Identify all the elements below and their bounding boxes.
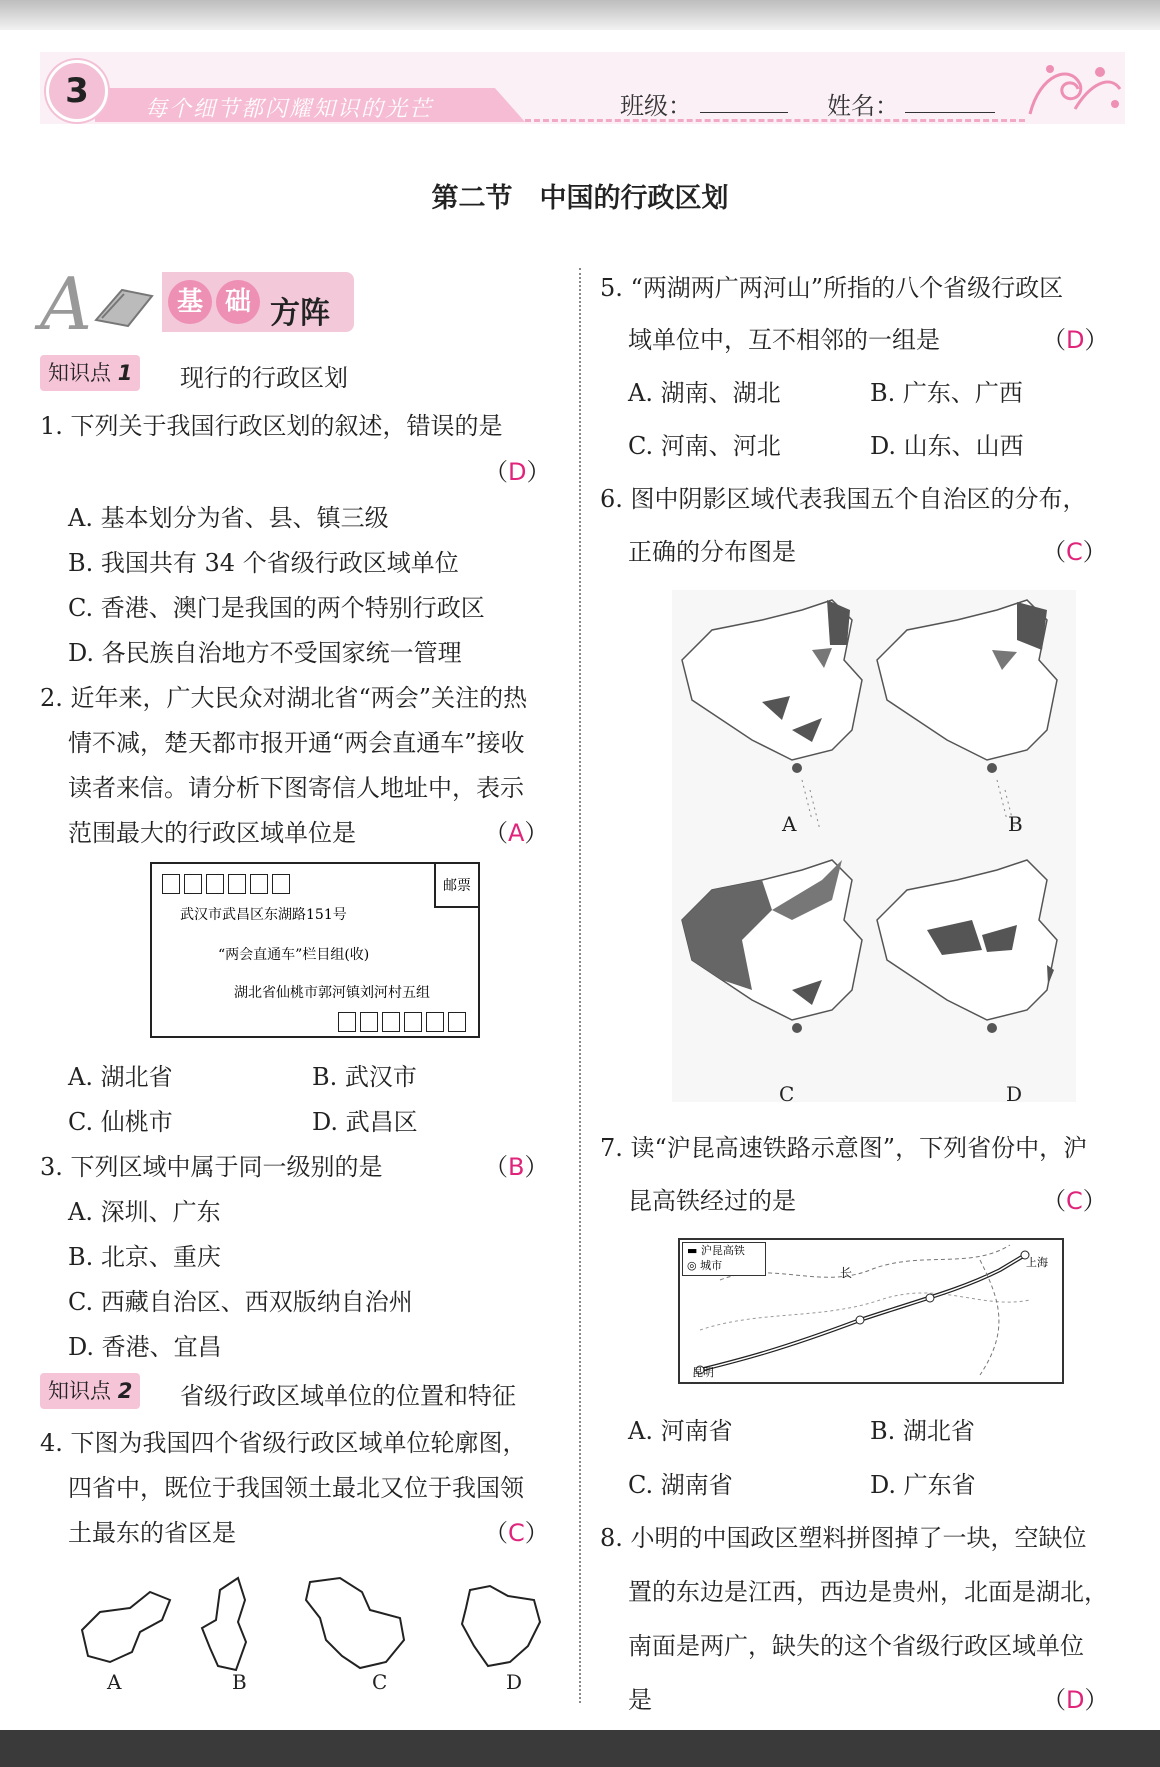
banner-chu: 础 (216, 280, 260, 324)
legend-railway-text: 沪昆高铁 (700, 1244, 745, 1257)
outline-c (306, 1578, 404, 1668)
section-title: 第二节 中国的行政区划 (431, 183, 729, 214)
q8-close: ） (1084, 1686, 1109, 1714)
q8-line2: 置的东边是江西，西边是贵州，北面是湖北， (628, 1578, 1108, 1606)
q2-line2: 情不减，楚天都市报开通“两会直通车”接收 (68, 729, 525, 757)
q1-answer: D (508, 458, 527, 486)
q2-line1: 2. 近年来，广大民众对湖北省“两会”关注的热 (40, 684, 528, 712)
q6-answer: C (1066, 538, 1083, 566)
outline-d (462, 1586, 540, 1666)
q8-line1: 8. 小明的中国政区塑料拼图掉了一块，空缺位 (600, 1524, 1087, 1552)
name-blank (905, 112, 995, 113)
q2-open: （ (484, 819, 508, 847)
china-maps-figure (672, 590, 1076, 1102)
q2-close: ） (524, 819, 549, 847)
envelope-sender-boxes (338, 1012, 470, 1036)
q1-option-d: D. 各民族自治地方不受国家统一管理 (68, 639, 462, 667)
q1-close: ） (526, 458, 551, 486)
q7-option-d: D. 广东省 (870, 1471, 976, 1499)
q4-line3: 土最东的省区是 (68, 1519, 236, 1547)
q1-option-b: B. 我国共有 34 个省级行政区域单位 (68, 549, 459, 577)
q2-answer: A (508, 819, 525, 847)
q7-close: ） (1082, 1187, 1107, 1215)
class-label: 班级： (620, 92, 692, 120)
kp1-num: 1 (117, 361, 133, 385)
envelope-figure (150, 862, 480, 1038)
banner-ji: 基 (168, 280, 212, 324)
map-b (877, 600, 1057, 830)
legend-city: ◎ 城市 (687, 1259, 723, 1272)
q2-answer-bracket (484, 813, 548, 848)
q5-line1: 5. “两湖两广两河山”所指的八个省级行政区 (600, 274, 1064, 302)
q6-line2: 正确的分布图是 (628, 538, 796, 566)
q6-answer-bracket (1042, 532, 1107, 567)
q8-line4: 是 (628, 1686, 652, 1714)
q2-option-a: A. 湖北省 (68, 1063, 173, 1091)
map-c (682, 860, 862, 1033)
book-icon (92, 280, 156, 330)
railway-legend (682, 1242, 766, 1276)
legend-railway: ▬ 沪昆高铁 (687, 1244, 745, 1257)
q7-open: （ (1042, 1187, 1066, 1215)
q7-option-c: C. 湖南省 (628, 1471, 733, 1499)
q6-line1: 6. 图中阴影区域代表我国五个自治区的分布， (600, 485, 1087, 513)
q6-close: ） (1082, 538, 1107, 566)
map-shanghai-label: 上海 (1026, 1256, 1048, 1269)
q3-close: ） (524, 1153, 549, 1181)
q2-option-b: B. 武汉市 (312, 1063, 417, 1091)
kp2-num: 2 (117, 1379, 133, 1403)
kp1-tag-text: 知识点 (48, 361, 111, 385)
map-river-label: 长 (840, 1266, 853, 1280)
q4-label-d: D (506, 1670, 523, 1694)
q7-option-b: B. 湖北省 (870, 1417, 975, 1445)
q1-option-c: C. 香港、澳门是我国的两个特别行政区 (68, 594, 485, 622)
postcode-boxes (162, 874, 294, 898)
q5-answer: D (1066, 326, 1085, 354)
province-outlines-figure (70, 1570, 560, 1700)
q5-open: （ (1042, 326, 1066, 354)
q1-open: （ (484, 458, 508, 486)
outline-a (82, 1592, 170, 1662)
q4-line2: 四省中，既位于我国领土最北又位于我国领 (68, 1474, 524, 1502)
q8-line3: 南面是两广，缺失的这个省级行政区域单位 (628, 1632, 1084, 1660)
q6-label-d: D (1006, 1082, 1023, 1106)
q3-option-a: A. 深圳、广东 (68, 1198, 221, 1226)
page-number: 3 (46, 60, 108, 122)
q5-line2: 域单位中，互不相邻的一组是 (628, 326, 940, 354)
name-label: 姓名： (827, 92, 899, 120)
q2-option-d: D. 武昌区 (312, 1108, 418, 1136)
q6-label-c: C (779, 1082, 795, 1106)
q5-close: ） (1084, 326, 1109, 354)
q7-line2: 昆高铁经过的是 (628, 1187, 796, 1215)
column-divider (579, 268, 581, 1703)
q5-option-a: A. 湖南、湖北 (628, 379, 781, 407)
kp1-tag (40, 355, 140, 391)
q6-open: （ (1042, 538, 1066, 566)
q4-line1: 4. 下图为我国四个省级行政区域单位轮廓图， (40, 1429, 527, 1457)
q7-line1: 7. 读“沪昆高速铁路示意图”，下列省份中，沪 (600, 1134, 1088, 1162)
q5-option-b: B. 广东、广西 (870, 379, 1023, 407)
kp2-tag (40, 1373, 140, 1409)
q2-line4: 范围最大的行政区域单位是 (68, 819, 356, 847)
header-dashes (525, 119, 1025, 122)
kp2-title: 省级行政区域单位的位置和特征 (180, 1382, 516, 1410)
q1-answer-bracket (484, 452, 550, 487)
class-blank (700, 112, 788, 113)
map-d (877, 860, 1057, 1033)
q4-label-a: A (107, 1670, 122, 1694)
q7-option-a: A. 河南省 (628, 1417, 733, 1445)
q2-line3: 读者来信。请分析下图寄信人地址中，表示 (68, 774, 524, 802)
q4-label-c: C (372, 1670, 388, 1694)
flourish-icon (1020, 54, 1125, 124)
envelope-line2: “两会直通车”栏目组(收) (218, 947, 370, 963)
outline-b (202, 1578, 246, 1670)
q3-open: （ (484, 1153, 508, 1181)
envelope-line3: 湖北省仙桃市郭河镇刘河村五组 (234, 985, 430, 1001)
banner-letter: A (40, 262, 92, 346)
q3-stem: 3. 下列区域中属于同一级别的是 (40, 1153, 383, 1181)
q3-option-d: D. 香港、宜昌 (68, 1333, 222, 1361)
map-kunming-label: 昆明 (692, 1366, 714, 1379)
kp1-title: 现行的行政区划 (180, 364, 348, 392)
q1-stem: 1. 下列关于我国行政区划的叙述，错误的是 (40, 412, 503, 440)
q8-answer: D (1066, 1686, 1085, 1714)
map-a (682, 600, 862, 830)
q6-label-b: B (1008, 812, 1023, 836)
envelope-line1: 武汉市武昌区东湖路151号 (180, 907, 347, 923)
q3-option-b: B. 北京、重庆 (68, 1243, 221, 1271)
q7-answer: C (1066, 1187, 1083, 1215)
q7-answer-bracket (1042, 1181, 1107, 1216)
q4-answer: C (508, 1519, 525, 1547)
q5-answer-bracket (1042, 320, 1108, 355)
q8-answer-bracket (1042, 1680, 1108, 1715)
q3-option-c: C. 西藏自治区、西双版纳自治州 (68, 1288, 413, 1316)
q1-option-a: A. 基本划分为省、县、镇三级 (68, 504, 389, 532)
stamp-box: 邮票 (434, 862, 480, 908)
legend-city-text: 城市 (700, 1259, 723, 1272)
q4-open: （ (484, 1519, 508, 1547)
banner-fangzhen: 方阵 (270, 296, 330, 331)
slogan: 每个细节都闪耀知识的光芒 (145, 97, 434, 122)
q3-answer: B (508, 1153, 525, 1181)
q5-option-d: D. 山东、山西 (870, 432, 1024, 460)
q4-close: ） (524, 1519, 549, 1547)
kp2-tag-text: 知识点 (48, 1379, 111, 1403)
q2-option-c: C. 仙桃市 (68, 1108, 173, 1136)
q8-open: （ (1042, 1686, 1066, 1714)
q4-label-b: B (232, 1670, 247, 1694)
q5-option-c: C. 河南、河北 (628, 432, 781, 460)
q4-answer-bracket (484, 1513, 549, 1548)
q6-label-a: A (782, 812, 797, 836)
railway-map-figure (678, 1238, 1064, 1384)
top-edge (0, 0, 1160, 30)
q3-answer-bracket (484, 1147, 548, 1182)
